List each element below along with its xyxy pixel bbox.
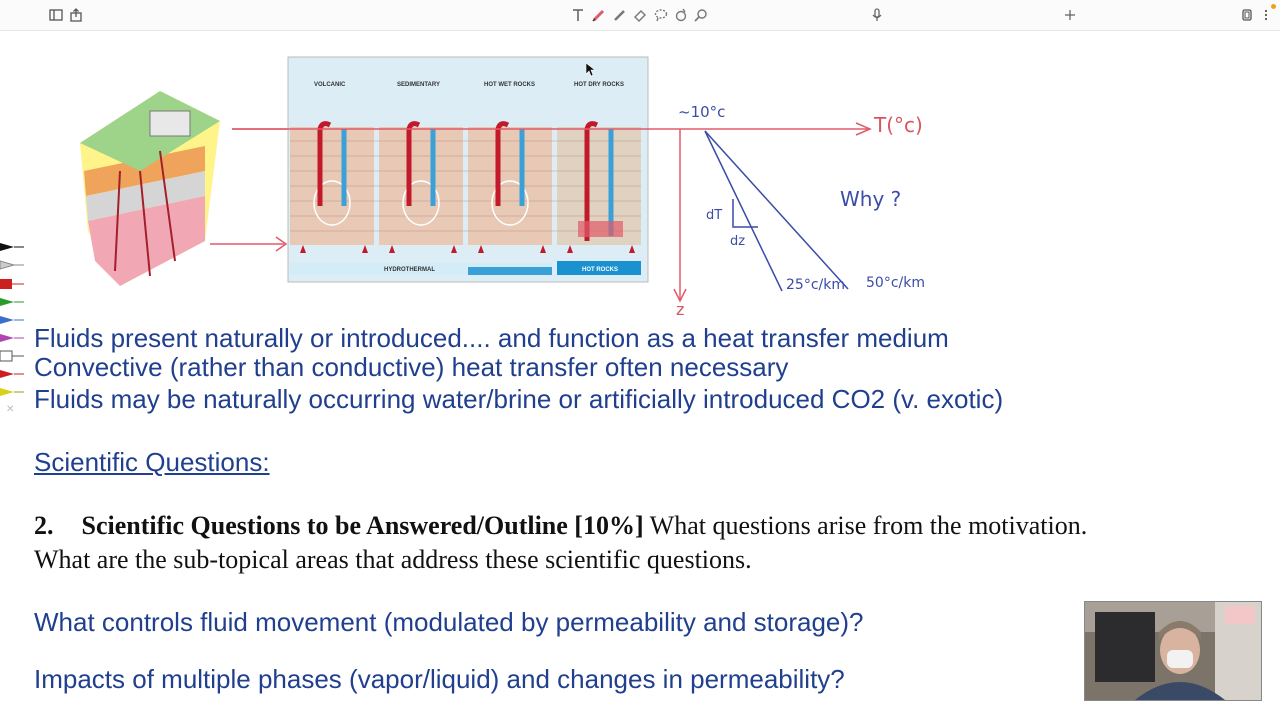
body-line-2: Convective (rather than conductive) heat transfer often necessary	[34, 352, 789, 382]
panel-label-hot-dry-rocks: HOT DRY ROCKS	[574, 82, 625, 88]
panel-label-volcanic: VOLCANIC	[314, 82, 346, 88]
dz-label: dz	[730, 234, 746, 249]
pages-icon[interactable]	[1238, 6, 1256, 24]
geothermal-figure	[0, 31, 1280, 321]
gradient-25-label: 25°c/km	[786, 277, 845, 293]
scientific-questions-heading: Scientific Questions:	[34, 447, 270, 477]
text-tool-icon[interactable]	[569, 6, 587, 24]
microphone-icon[interactable]	[868, 6, 886, 24]
outline-line-2: What are the sub-topical areas that address these scientific questions.	[34, 545, 752, 574]
outline-paragraph	[34, 511, 1087, 541]
top-toolbar	[0, 0, 1280, 31]
highlighter-tool-icon[interactable]	[611, 6, 629, 24]
band-label-hydrothermal: HYDROTHERMAL	[384, 267, 435, 273]
mouse-cursor	[586, 63, 596, 77]
pen-purple[interactable]	[0, 331, 24, 343]
pen-tool-icon[interactable]	[590, 6, 608, 24]
share-icon[interactable]	[67, 6, 85, 24]
body-line-1: Fluids present naturally or introduced.... and function as a heat transfer medium	[34, 323, 949, 353]
pen-yellow[interactable]	[0, 385, 24, 397]
pen-red-2[interactable]	[0, 367, 24, 379]
plus-icon[interactable]	[1061, 6, 1079, 24]
panel-label-sedimentary: SEDIMENTARY	[397, 82, 441, 88]
outline-bold-title: Scientific Questions to be Answered/Outline [10%]	[81, 511, 644, 540]
why-annotation: Why ?	[840, 187, 902, 211]
dt-label: dT	[706, 208, 723, 223]
elements-tool-icon[interactable]	[692, 6, 710, 24]
depth-axis-label: z	[676, 300, 685, 319]
outline-rest: What questions arise from the motivation.	[643, 511, 1088, 540]
geothermal-block-diagram	[80, 91, 220, 286]
gradient-line-50	[705, 131, 848, 289]
question-2: Impacts of multiple phases (vapor/liquid) and changes in permeability?	[34, 664, 845, 694]
close-palette-icon[interactable]: ✕	[6, 404, 15, 415]
recording-dot	[1271, 4, 1276, 9]
panel-label-hot-wet-rocks: HOT WET ROCKS	[484, 82, 535, 88]
presenter-video[interactable]	[1084, 601, 1262, 701]
temperature-axis-label: T(°c)	[874, 113, 923, 137]
eraser-tool-icon[interactable]	[631, 6, 649, 24]
pen-outline[interactable]	[0, 349, 24, 361]
lasso-tool-icon[interactable]	[652, 6, 670, 24]
body-line-3: Fluids may be naturally occurring water/brine or artificially introduced CO2 (v. exotic)	[34, 384, 1004, 414]
gradient-50-label: 50°c/km	[866, 275, 925, 291]
sidebar-icon[interactable]	[47, 6, 65, 24]
outline-number: 2.	[34, 511, 54, 540]
shapes-tool-icon[interactable]	[672, 6, 690, 24]
resource-panels	[288, 57, 648, 282]
surface-temperature-label: ~10°c	[678, 103, 726, 121]
question-1: What controls fluid movement (modulated by permeability and storage)?	[34, 607, 864, 637]
band-label-hot-rocks: HOT ROCKS	[582, 267, 618, 273]
